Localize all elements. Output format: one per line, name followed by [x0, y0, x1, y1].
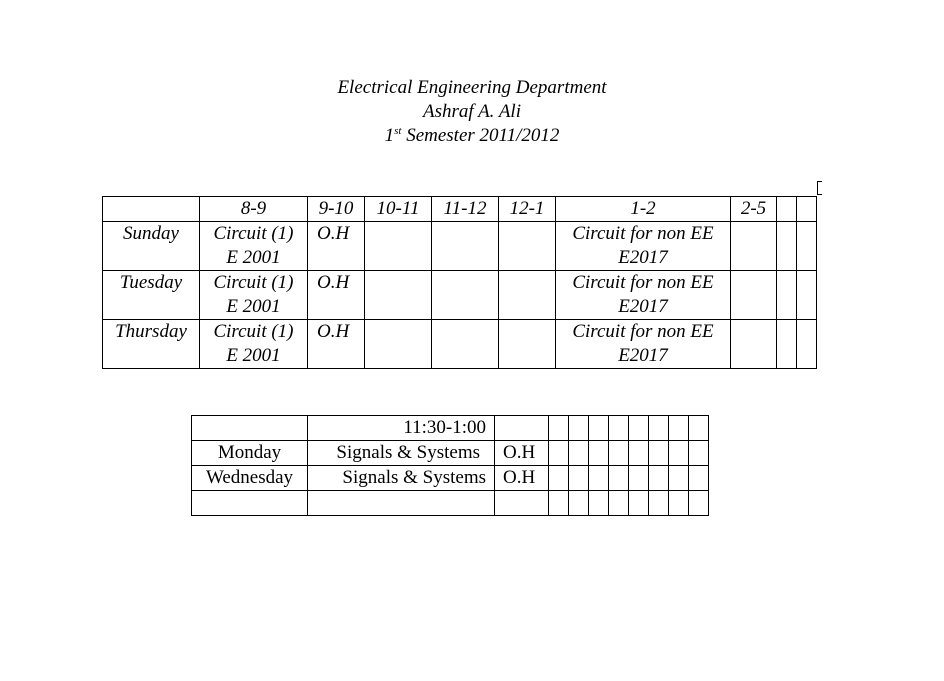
- empty-cell: [797, 271, 817, 320]
- empty-cell: [669, 491, 689, 516]
- empty-cell: [609, 416, 629, 441]
- empty-cell: [649, 466, 669, 491]
- empty-cell: [308, 491, 495, 516]
- empty-cell: [589, 491, 609, 516]
- course-room: E 2001: [226, 247, 281, 268]
- empty-cell: [629, 441, 649, 466]
- empty-cell: [689, 441, 709, 466]
- empty-cell: [797, 320, 817, 369]
- empty-cell: [649, 441, 669, 466]
- empty-cell: [569, 466, 589, 491]
- office-hours-cell: O.H: [308, 222, 365, 271]
- time-slot-header: 11:30-1:00: [308, 416, 495, 441]
- table-header-row: [103, 197, 817, 222]
- document-header: [0, 76, 944, 148]
- office-hours-cell: O.H: [495, 441, 549, 466]
- empty-cell: [499, 320, 556, 369]
- empty-cell: [669, 466, 689, 491]
- table-row: [192, 466, 709, 491]
- empty-cell: [649, 416, 669, 441]
- empty-cell: [432, 222, 499, 271]
- semester-text: Semester 2011/2012: [406, 125, 560, 146]
- empty-cell: [609, 441, 629, 466]
- day-cell: Thursday: [103, 320, 200, 369]
- course-room: E2017: [618, 345, 668, 366]
- course-cell: [200, 271, 308, 320]
- table-row: [103, 271, 817, 320]
- empty-cell: [669, 441, 689, 466]
- weekly-schedule-table: [102, 196, 817, 369]
- course-name: Circuit (1): [213, 272, 294, 293]
- course-name: Circuit (1): [213, 223, 294, 244]
- course-name: Circuit (1): [213, 321, 294, 342]
- time-slot-header: 9-10: [308, 197, 365, 222]
- empty-cell: [777, 222, 797, 271]
- table-row: [192, 441, 709, 466]
- empty-cell: [669, 416, 689, 441]
- empty-cell: [499, 271, 556, 320]
- course-name: Circuit for non EE: [572, 321, 714, 342]
- semester-ordinal: 1: [384, 125, 395, 146]
- empty-cell: [569, 491, 589, 516]
- day-cell: Tuesday: [103, 271, 200, 320]
- empty-cell: [549, 416, 569, 441]
- empty-cell: [629, 416, 649, 441]
- time-slot-header: 10-11: [365, 197, 432, 222]
- course-cell: [556, 271, 731, 320]
- empty-cell: [629, 466, 649, 491]
- office-hours-cell: O.H: [495, 466, 549, 491]
- empty-cell: [797, 222, 817, 271]
- empty-cell: [365, 222, 432, 271]
- time-slot-header: 11-12: [432, 197, 499, 222]
- secondary-schedule-table: [191, 415, 709, 516]
- course-cell: Signals & Systems: [308, 441, 495, 466]
- header-empty-cell: [192, 416, 308, 441]
- empty-cell: [731, 222, 777, 271]
- empty-cell: [731, 320, 777, 369]
- course-cell: [200, 320, 308, 369]
- table-row: [192, 491, 709, 516]
- empty-cell: [777, 271, 797, 320]
- day-cell: Sunday: [103, 222, 200, 271]
- empty-cell: [731, 271, 777, 320]
- empty-cell: [609, 491, 629, 516]
- table-header-row: [192, 416, 709, 441]
- header-empty-cell: [103, 197, 200, 222]
- empty-cell: [777, 320, 797, 369]
- empty-cell: [495, 491, 549, 516]
- empty-cell: [499, 222, 556, 271]
- empty-cell: [569, 416, 589, 441]
- table-row: [103, 222, 817, 271]
- office-hours-cell: O.H: [308, 320, 365, 369]
- office-hours-cell: O.H: [308, 271, 365, 320]
- time-slot-header: 1-2: [556, 197, 731, 222]
- empty-cell: [589, 416, 609, 441]
- semester-line: [0, 124, 944, 148]
- course-room: E 2001: [226, 296, 281, 317]
- empty-cell: [797, 197, 817, 222]
- empty-cell: [549, 466, 569, 491]
- empty-cell: [495, 416, 549, 441]
- empty-cell: [432, 320, 499, 369]
- course-room: E2017: [618, 296, 668, 317]
- empty-cell: [589, 441, 609, 466]
- course-cell: [200, 222, 308, 271]
- empty-cell: [432, 271, 499, 320]
- day-cell: Monday: [192, 441, 308, 466]
- empty-cell: [629, 491, 649, 516]
- instructor-name: Ashraf A. Ali: [422, 101, 521, 122]
- empty-cell: [192, 491, 308, 516]
- empty-cell: [365, 320, 432, 369]
- empty-cell: [549, 441, 569, 466]
- empty-cell: [589, 466, 609, 491]
- empty-cell: [689, 466, 709, 491]
- empty-cell: [365, 271, 432, 320]
- page-edge-mark: [817, 181, 822, 195]
- empty-cell: [549, 491, 569, 516]
- empty-cell: [609, 466, 629, 491]
- time-slot-header: 8-9: [200, 197, 308, 222]
- empty-cell: [569, 441, 589, 466]
- course-cell: [556, 320, 731, 369]
- course-cell: Signals & Systems: [308, 466, 495, 491]
- course-room: E 2001: [226, 345, 281, 366]
- department-title: Electrical Engineering Department: [337, 77, 607, 98]
- day-cell: Wednesday: [192, 466, 308, 491]
- empty-cell: [689, 491, 709, 516]
- course-name: Circuit for non EE: [572, 272, 714, 293]
- empty-cell: [689, 416, 709, 441]
- time-slot-header: 2-5: [731, 197, 777, 222]
- course-name: Circuit for non EE: [572, 223, 714, 244]
- course-cell: [556, 222, 731, 271]
- empty-cell: [777, 197, 797, 222]
- time-slot-header: 12-1: [499, 197, 556, 222]
- semester-ordinal-suffix: st: [394, 125, 402, 137]
- table-row: [103, 320, 817, 369]
- course-room: E2017: [618, 247, 668, 268]
- empty-cell: [649, 491, 669, 516]
